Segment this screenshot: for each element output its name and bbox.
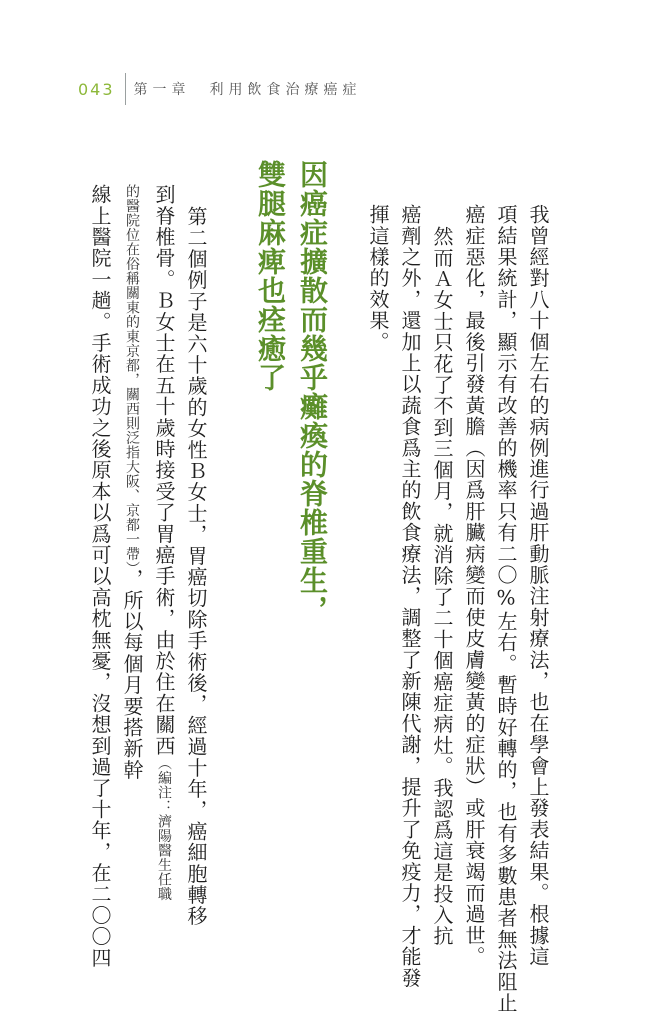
page-number: 043 xyxy=(78,79,115,99)
body-line-6: 揮這樣的效果。 xyxy=(366,204,390,353)
chapter-title: 第一章 利用飲食治療癌症 xyxy=(133,82,362,98)
body-line-9-text: ，所以每個月要搭新幹 xyxy=(120,568,144,781)
editor-note-start: （編注：濟陽醫生任職 xyxy=(156,756,172,902)
body-line-4: 然而Ａ女士只花了不到三個月，就消除了二十個癌症病灶。我認爲這是投入抗 xyxy=(430,226,454,947)
body-line-7: 第二個例子是六十歲的女性Ｂ女士，胃癌切除手術後，經過十年，癌細胞轉移 xyxy=(184,206,208,927)
header-divider xyxy=(125,73,126,105)
body-line-3: 癌症惡化，最後引發黃膽（因爲肝臟病變而使皮膚變黃的症狀）或肝衰竭而過世。 xyxy=(462,204,486,968)
body-line-9 xyxy=(122,184,142,781)
body-line-8-text: 到脊椎骨。Ｂ女士在五十歲時接受了胃癌手術，由於住在關西 xyxy=(152,184,176,757)
section-heading-line-1: 因癌症擴散而幾乎癱瘓的脊椎重生， xyxy=(296,160,329,624)
running-header xyxy=(78,72,362,106)
section-heading-line-2: 雙腿麻痺也痊癒了 xyxy=(254,160,287,392)
editor-note-end: 的醫院位在俗稱關東的東京都，關西則泛指大阪、京都一帶） xyxy=(124,184,140,569)
body-line-5: 癌劑之外，還加上以蔬食爲主的飲食療法，調整了新陳代謝，提升了免疫力，才能發 xyxy=(398,204,422,989)
body-line-10: 線上醫院一趟。手術成功之後原本以爲可以高枕無憂，沒想到過了十年，在二〇〇四 xyxy=(88,184,112,969)
body-line-1: 我曾經對八十個左右的病例進行過肝動脈注射療法，也在學會上發表結果。根據這 xyxy=(526,204,550,968)
body-line-2: 項結果統計，顯示有改善的機率只有二〇%左右。暫時好轉的，也有多數患者無法阻止 xyxy=(494,204,518,1014)
body-line-8 xyxy=(154,184,174,901)
